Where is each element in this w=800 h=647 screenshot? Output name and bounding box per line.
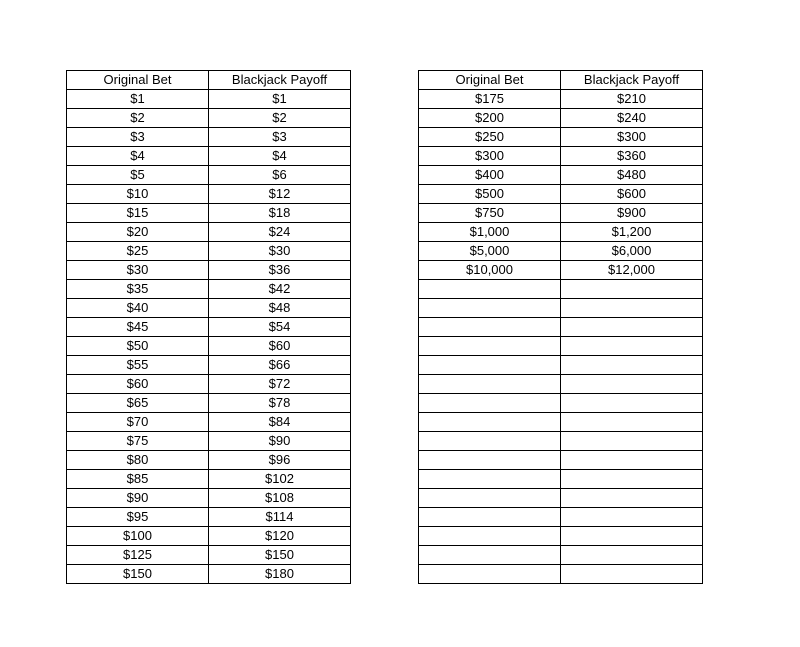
cell-blackjack-payoff	[561, 413, 703, 432]
cell-original-bet: $400	[419, 166, 561, 185]
cell-original-bet: $5,000	[419, 242, 561, 261]
cell-original-bet	[419, 432, 561, 451]
cell-original-bet: $4	[67, 147, 209, 166]
cell-blackjack-payoff: $12,000	[561, 261, 703, 280]
table-row	[419, 299, 703, 318]
table-row	[67, 147, 351, 166]
cell-blackjack-payoff: $48	[209, 299, 351, 318]
cell-blackjack-payoff	[561, 451, 703, 470]
cell-original-bet: $75	[67, 432, 209, 451]
table-body	[67, 90, 351, 584]
cell-blackjack-payoff	[561, 527, 703, 546]
cell-blackjack-payoff: $18	[209, 204, 351, 223]
header-row	[67, 71, 351, 90]
cell-blackjack-payoff: $24	[209, 223, 351, 242]
cell-blackjack-payoff: $6	[209, 166, 351, 185]
cell-blackjack-payoff: $72	[209, 375, 351, 394]
column-header-original-bet: Original Bet	[419, 71, 561, 90]
payoff-table-left	[66, 70, 351, 584]
cell-original-bet	[419, 394, 561, 413]
cell-blackjack-payoff	[561, 508, 703, 527]
cell-blackjack-payoff: $300	[561, 128, 703, 147]
cell-original-bet: $5	[67, 166, 209, 185]
table-row	[67, 261, 351, 280]
table-row	[419, 185, 703, 204]
table-row	[419, 451, 703, 470]
table-row	[67, 204, 351, 223]
table-row	[67, 337, 351, 356]
cell-original-bet	[419, 508, 561, 527]
table-row	[419, 204, 703, 223]
table-row	[67, 375, 351, 394]
cell-original-bet: $55	[67, 356, 209, 375]
cell-blackjack-payoff: $120	[209, 527, 351, 546]
cell-original-bet: $35	[67, 280, 209, 299]
cell-original-bet: $100	[67, 527, 209, 546]
table-row	[67, 470, 351, 489]
cell-blackjack-payoff: $480	[561, 166, 703, 185]
cell-blackjack-payoff	[561, 318, 703, 337]
cell-original-bet: $150	[67, 565, 209, 584]
table-row	[419, 546, 703, 565]
table-row	[67, 90, 351, 109]
cell-blackjack-payoff: $210	[561, 90, 703, 109]
table-row	[67, 451, 351, 470]
cell-original-bet: $200	[419, 109, 561, 128]
cell-original-bet: $125	[67, 546, 209, 565]
cell-blackjack-payoff: $6,000	[561, 242, 703, 261]
table-row	[67, 413, 351, 432]
cell-original-bet	[419, 565, 561, 584]
cell-blackjack-payoff: $36	[209, 261, 351, 280]
cell-original-bet	[419, 299, 561, 318]
cell-blackjack-payoff: $180	[209, 565, 351, 584]
cell-blackjack-payoff: $240	[561, 109, 703, 128]
table-row	[67, 489, 351, 508]
table-row	[419, 128, 703, 147]
cell-original-bet: $80	[67, 451, 209, 470]
table-row	[419, 432, 703, 451]
cell-blackjack-payoff: $1,200	[561, 223, 703, 242]
table-row	[67, 546, 351, 565]
column-header-blackjack-payoff: Blackjack Payoff	[561, 71, 703, 90]
cell-original-bet	[419, 375, 561, 394]
table-row	[419, 90, 703, 109]
cell-original-bet	[419, 546, 561, 565]
cell-blackjack-payoff	[561, 432, 703, 451]
cell-original-bet: $15	[67, 204, 209, 223]
table-row	[67, 109, 351, 128]
cell-blackjack-payoff: $84	[209, 413, 351, 432]
cell-original-bet: $40	[67, 299, 209, 318]
cell-original-bet: $95	[67, 508, 209, 527]
cell-original-bet: $500	[419, 185, 561, 204]
cell-blackjack-payoff: $600	[561, 185, 703, 204]
table-row	[67, 508, 351, 527]
cell-blackjack-payoff: $30	[209, 242, 351, 261]
cell-blackjack-payoff: $90	[209, 432, 351, 451]
cell-blackjack-payoff	[561, 356, 703, 375]
table-row	[419, 109, 703, 128]
table-row	[419, 166, 703, 185]
payoff-table-right	[418, 70, 703, 584]
cell-original-bet: $3	[67, 128, 209, 147]
cell-blackjack-payoff	[561, 375, 703, 394]
cell-original-bet: $250	[419, 128, 561, 147]
cell-original-bet: $25	[67, 242, 209, 261]
table-row	[419, 375, 703, 394]
table-row	[67, 223, 351, 242]
cell-original-bet: $45	[67, 318, 209, 337]
table-row	[419, 394, 703, 413]
cell-original-bet: $70	[67, 413, 209, 432]
table-row	[67, 299, 351, 318]
table-row	[67, 432, 351, 451]
cell-blackjack-payoff: $2	[209, 109, 351, 128]
table-row	[419, 413, 703, 432]
cell-blackjack-payoff: $42	[209, 280, 351, 299]
cell-blackjack-payoff: $900	[561, 204, 703, 223]
cell-blackjack-payoff	[561, 337, 703, 356]
cell-original-bet: $1	[67, 90, 209, 109]
cell-original-bet: $300	[419, 147, 561, 166]
table-body	[419, 90, 703, 584]
cell-original-bet	[419, 470, 561, 489]
cell-blackjack-payoff: $60	[209, 337, 351, 356]
cell-original-bet	[419, 318, 561, 337]
cell-blackjack-payoff: $12	[209, 185, 351, 204]
cell-blackjack-payoff	[561, 546, 703, 565]
cell-blackjack-payoff: $3	[209, 128, 351, 147]
cell-original-bet: $85	[67, 470, 209, 489]
cell-original-bet	[419, 527, 561, 546]
column-header-blackjack-payoff: Blackjack Payoff	[209, 71, 351, 90]
table-row	[419, 280, 703, 299]
cell-original-bet: $175	[419, 90, 561, 109]
cell-original-bet: $10,000	[419, 261, 561, 280]
cell-original-bet: $20	[67, 223, 209, 242]
table-row	[419, 242, 703, 261]
cell-original-bet: $50	[67, 337, 209, 356]
cell-original-bet: $65	[67, 394, 209, 413]
cell-blackjack-payoff	[561, 470, 703, 489]
cell-blackjack-payoff: $108	[209, 489, 351, 508]
cell-original-bet: $30	[67, 261, 209, 280]
cell-blackjack-payoff	[561, 565, 703, 584]
table-row	[67, 318, 351, 337]
cell-blackjack-payoff: $150	[209, 546, 351, 565]
table-row	[67, 394, 351, 413]
table-row	[419, 565, 703, 584]
cell-original-bet	[419, 489, 561, 508]
cell-original-bet	[419, 280, 561, 299]
table-row	[419, 318, 703, 337]
table-row	[67, 527, 351, 546]
table-row	[67, 185, 351, 204]
cell-original-bet	[419, 451, 561, 470]
cell-original-bet: $1,000	[419, 223, 561, 242]
table-row	[67, 128, 351, 147]
table-row	[67, 280, 351, 299]
cell-blackjack-payoff	[561, 299, 703, 318]
table-row	[67, 242, 351, 261]
header-row	[419, 71, 703, 90]
cell-original-bet: $750	[419, 204, 561, 223]
table-row	[419, 470, 703, 489]
table-row	[419, 223, 703, 242]
table-row	[419, 508, 703, 527]
cell-blackjack-payoff	[561, 280, 703, 299]
table-row	[419, 147, 703, 166]
cell-original-bet: $60	[67, 375, 209, 394]
cell-original-bet	[419, 413, 561, 432]
table-row	[419, 261, 703, 280]
cell-original-bet	[419, 356, 561, 375]
cell-original-bet	[419, 337, 561, 356]
cell-blackjack-payoff: $114	[209, 508, 351, 527]
table-row	[67, 166, 351, 185]
cell-blackjack-payoff: $78	[209, 394, 351, 413]
cell-original-bet: $2	[67, 109, 209, 128]
cell-original-bet: $10	[67, 185, 209, 204]
cell-blackjack-payoff	[561, 489, 703, 508]
cell-blackjack-payoff	[561, 394, 703, 413]
cell-blackjack-payoff: $360	[561, 147, 703, 166]
table-row	[419, 337, 703, 356]
cell-original-bet: $90	[67, 489, 209, 508]
table-row	[67, 356, 351, 375]
cell-blackjack-payoff: $54	[209, 318, 351, 337]
cell-blackjack-payoff: $1	[209, 90, 351, 109]
cell-blackjack-payoff: $96	[209, 451, 351, 470]
column-header-original-bet: Original Bet	[67, 71, 209, 90]
cell-blackjack-payoff: $102	[209, 470, 351, 489]
table-row	[419, 356, 703, 375]
table-row	[67, 565, 351, 584]
table-row	[419, 489, 703, 508]
table-row	[419, 527, 703, 546]
cell-blackjack-payoff: $66	[209, 356, 351, 375]
cell-blackjack-payoff: $4	[209, 147, 351, 166]
